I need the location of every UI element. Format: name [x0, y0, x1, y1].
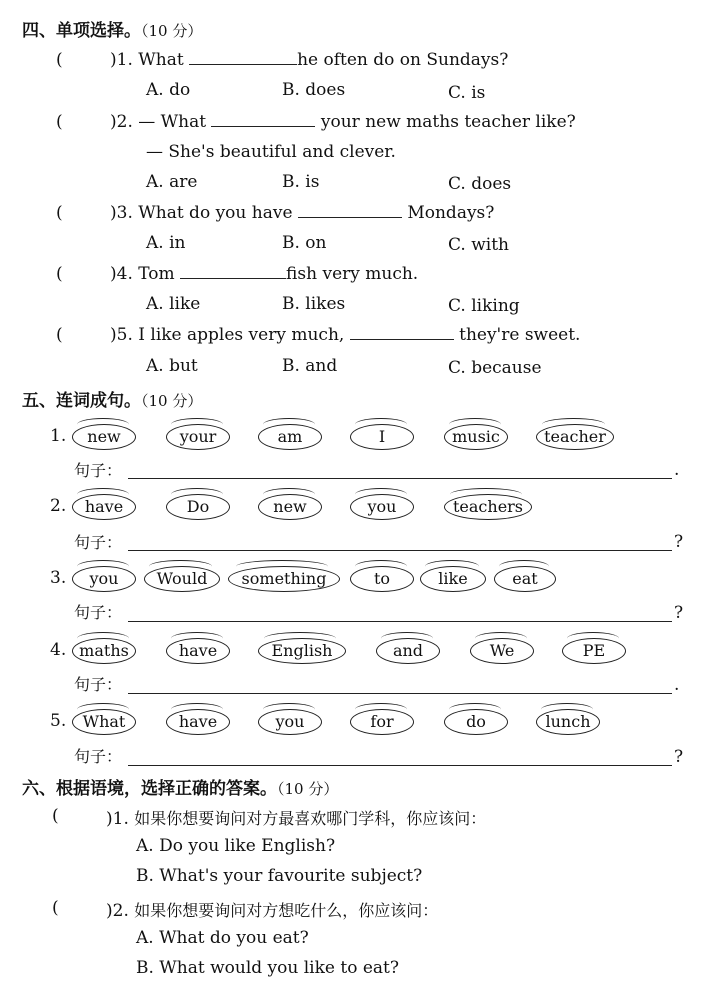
- option-b[interactable]: B. and: [282, 356, 338, 376]
- word-card[interactable]: and: [376, 638, 440, 664]
- answer-blank[interactable]: [350, 339, 454, 340]
- sentence-answer-line[interactable]: [128, 550, 672, 551]
- sentence-answer-line[interactable]: [128, 693, 672, 694]
- option-b[interactable]: B. on: [282, 233, 327, 253]
- option-b[interactable]: B. does: [282, 80, 346, 100]
- item-number: 3.: [50, 568, 67, 588]
- answer-paren[interactable]: (: [56, 112, 63, 132]
- option-c[interactable]: C. with: [448, 235, 509, 255]
- option-a[interactable]: A. are: [146, 172, 198, 192]
- sentence-answer-line[interactable]: [128, 765, 672, 766]
- answer-paren[interactable]: (: [56, 325, 63, 345]
- context-question-1: )1. 如果你想要询问对方最喜欢哪门学科，你应该问：: [106, 809, 487, 829]
- answer-blank[interactable]: [180, 278, 286, 279]
- option-c[interactable]: C. is: [448, 83, 486, 103]
- sentence-label: 句子：: [74, 675, 123, 694]
- word-card[interactable]: have: [166, 638, 230, 664]
- option-c[interactable]: C. liking: [448, 296, 520, 316]
- sentence-label: 句子：: [74, 603, 123, 622]
- sentence-label: 句子：: [74, 747, 123, 766]
- section5-title: 五、连词成句。（10 分）: [22, 391, 203, 411]
- option-a[interactable]: A. Do you like English?: [136, 836, 336, 856]
- end-punctuation: ?: [674, 747, 684, 767]
- answer-blank[interactable]: [189, 64, 297, 65]
- word-card[interactable]: What: [72, 709, 136, 735]
- option-a[interactable]: A. do: [146, 80, 191, 100]
- section4-title: 四、单项选择。（10 分）: [22, 21, 203, 41]
- word-card[interactable]: like: [420, 566, 486, 592]
- word-card[interactable]: new: [258, 494, 322, 520]
- word-card[interactable]: I: [350, 424, 414, 450]
- word-card[interactable]: new: [72, 424, 136, 450]
- option-b[interactable]: B. likes: [282, 294, 346, 314]
- option-b[interactable]: B. What's your favourite subject?: [136, 866, 423, 886]
- end-punctuation: ?: [674, 603, 684, 623]
- option-a[interactable]: A. What do you eat?: [136, 928, 309, 948]
- word-card[interactable]: music: [444, 424, 508, 450]
- option-a[interactable]: A. but: [146, 356, 198, 376]
- question-1: )1. What he often do on Sundays?: [110, 50, 509, 70]
- end-punctuation: .: [674, 460, 680, 480]
- word-card[interactable]: something: [228, 566, 340, 592]
- word-card[interactable]: have: [72, 494, 136, 520]
- word-card[interactable]: We: [470, 638, 534, 664]
- word-card[interactable]: PE: [562, 638, 626, 664]
- word-card[interactable]: your: [166, 424, 230, 450]
- option-c[interactable]: C. because: [448, 358, 542, 378]
- word-card[interactable]: Do: [166, 494, 230, 520]
- question-4: )4. Tom fish very much.: [110, 264, 419, 284]
- word-card[interactable]: teacher: [536, 424, 614, 450]
- word-card[interactable]: have: [166, 709, 230, 735]
- word-card[interactable]: lunch: [536, 709, 600, 735]
- answer-paren[interactable]: (: [56, 50, 63, 70]
- context-question-2: )2. 如果你想要询问对方想吃什么，你应该问：: [106, 901, 439, 921]
- sentence-label: 句子：: [74, 461, 123, 480]
- word-card[interactable]: Would: [144, 566, 220, 592]
- item-number: 5.: [50, 711, 67, 731]
- option-b[interactable]: B. What would you like to eat?: [136, 958, 399, 978]
- word-card[interactable]: teachers: [444, 494, 532, 520]
- option-a[interactable]: A. in: [146, 233, 186, 253]
- sentence-answer-line[interactable]: [128, 478, 672, 479]
- word-card[interactable]: eat: [494, 566, 556, 592]
- word-card[interactable]: do: [444, 709, 508, 735]
- word-card[interactable]: maths: [72, 638, 136, 664]
- word-card[interactable]: to: [350, 566, 414, 592]
- option-c[interactable]: C. does: [448, 174, 512, 194]
- answer-paren[interactable]: (: [52, 898, 59, 918]
- word-card[interactable]: you: [258, 709, 322, 735]
- answer-blank[interactable]: [211, 126, 315, 127]
- answer-paren[interactable]: (: [56, 203, 63, 223]
- question-2: )2. — What your new maths teacher like?: [110, 112, 576, 132]
- item-number: 1.: [50, 426, 67, 446]
- question-5: )5. I like apples very much, they're sweet.: [110, 325, 581, 345]
- answer-paren[interactable]: (: [56, 264, 63, 284]
- word-card[interactable]: you: [72, 566, 136, 592]
- answer-paren[interactable]: (: [52, 806, 59, 826]
- end-punctuation: .: [674, 675, 680, 695]
- word-card[interactable]: for: [350, 709, 414, 735]
- item-number: 2.: [50, 496, 67, 516]
- question-2-reply: — She's beautiful and clever.: [146, 142, 396, 162]
- sentence-answer-line[interactable]: [128, 621, 672, 622]
- word-card[interactable]: you: [350, 494, 414, 520]
- section6-title: 六、根据语境，选择正确的答案。（10 分）: [22, 779, 339, 799]
- option-a[interactable]: A. like: [146, 294, 201, 314]
- word-card[interactable]: English: [258, 638, 346, 664]
- answer-blank[interactable]: [298, 217, 402, 218]
- word-card[interactable]: am: [258, 424, 322, 450]
- question-3: )3. What do you have Mondays?: [110, 203, 495, 223]
- option-b[interactable]: B. is: [282, 172, 320, 192]
- item-number: 4.: [50, 640, 67, 660]
- end-punctuation: ?: [674, 532, 684, 552]
- sentence-label: 句子：: [74, 533, 123, 552]
